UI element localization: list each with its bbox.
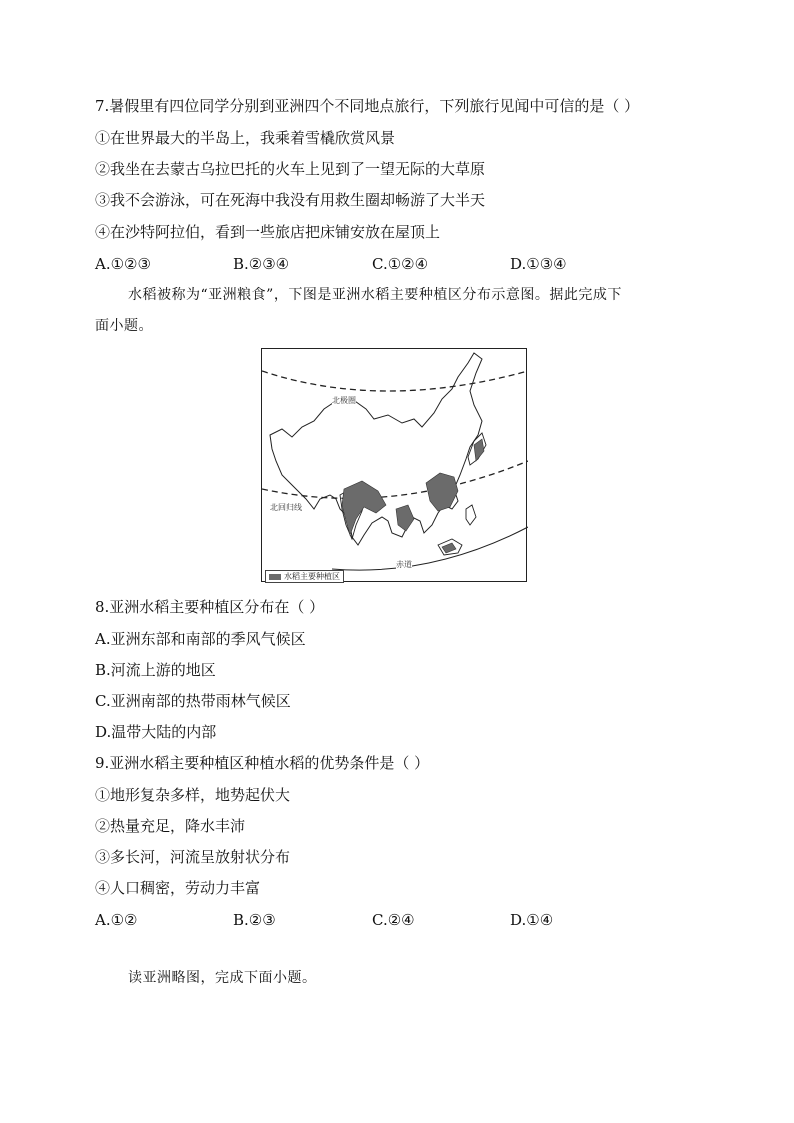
legend-label: 水稻主要种植区 <box>284 572 340 581</box>
q7-option-b: B.②③④ <box>233 255 290 273</box>
q7-item-4: ④在沙特阿拉伯，看到一些旅店把床铺安放在屋顶上 <box>95 223 441 241</box>
q7-stem: 7.暑假里有四位同学分别到亚洲四个不同地点旅行，下列旅行见闻中可信的是（ ） <box>95 97 640 115</box>
q9-item-2: ②热量充足，降水丰沛 <box>95 817 246 835</box>
q7-item-2: ②我坐在去蒙古乌拉巴托的火车上见到了一望无际的大草原 <box>95 160 486 178</box>
intro-rice-line-2: 面小题。 <box>95 318 153 334</box>
map-legend <box>265 570 344 583</box>
q8-option-b: B.河流上游的地区 <box>95 661 216 679</box>
rice-area-islands <box>442 543 456 553</box>
rice-area-japan <box>474 439 484 461</box>
equator-label: 赤道 <box>396 560 412 569</box>
q7-item-3: ③我不会游泳，可在死海中我没有用救生圈却畅游了大半天 <box>95 191 486 209</box>
q8-option-c: C.亚洲南部的热带雨林气候区 <box>95 692 291 710</box>
intro-asia-map: 读亚洲略图，完成下面小题。 <box>128 970 317 986</box>
q9-option-c: C.②④ <box>372 911 415 929</box>
q9-option-a: A.①② <box>95 911 138 929</box>
q7-option-c: C.①②④ <box>372 255 429 273</box>
rice-area-east-asia <box>426 473 458 511</box>
rice-area-se-asia <box>396 505 414 531</box>
q9-stem: 9.亚洲水稻主要种植区种植水稻的优势条件是（ ） <box>95 754 430 772</box>
q9-item-1: ①地形复杂多样，地势起伏大 <box>95 786 291 804</box>
q9-item-3: ③多长河，河流呈放射状分布 <box>95 848 291 866</box>
q7-item-1: ①在世界最大的半岛上，我乘着雪橇欣赏风景 <box>95 129 396 147</box>
q7-option-d: D.①③④ <box>510 255 567 273</box>
q8-stem: 8.亚洲水稻主要种植区分布在（ ） <box>95 598 325 616</box>
q9-option-b: B.②③ <box>233 911 276 929</box>
philippines <box>466 505 476 525</box>
q8-option-d: D.温带大陆的内部 <box>95 723 217 741</box>
arctic-circle-label: 北极圈 <box>332 396 356 405</box>
arctic-circle-line <box>262 371 528 391</box>
rice-legend-swatch <box>269 574 281 580</box>
equator-line <box>332 527 528 570</box>
q9-item-4: ④人口稠密，劳动力丰富 <box>95 879 261 897</box>
q7-option-a: A.①②③ <box>95 255 151 273</box>
tropic-line <box>262 461 528 498</box>
q9-option-d: D.①④ <box>510 911 554 929</box>
asia-rice-map <box>261 348 527 582</box>
intro-rice-line-1: 水稻被称为“亚洲粮食”，下图是亚洲水稻主要种植区分布示意图。据此完成下 <box>128 287 622 303</box>
rice-area-south-asia <box>342 481 386 535</box>
q8-option-a: A.亚洲东部和南部的季风气候区 <box>95 630 306 648</box>
map-drawing <box>262 349 528 583</box>
tropic-label: 北回归线 <box>270 503 302 512</box>
